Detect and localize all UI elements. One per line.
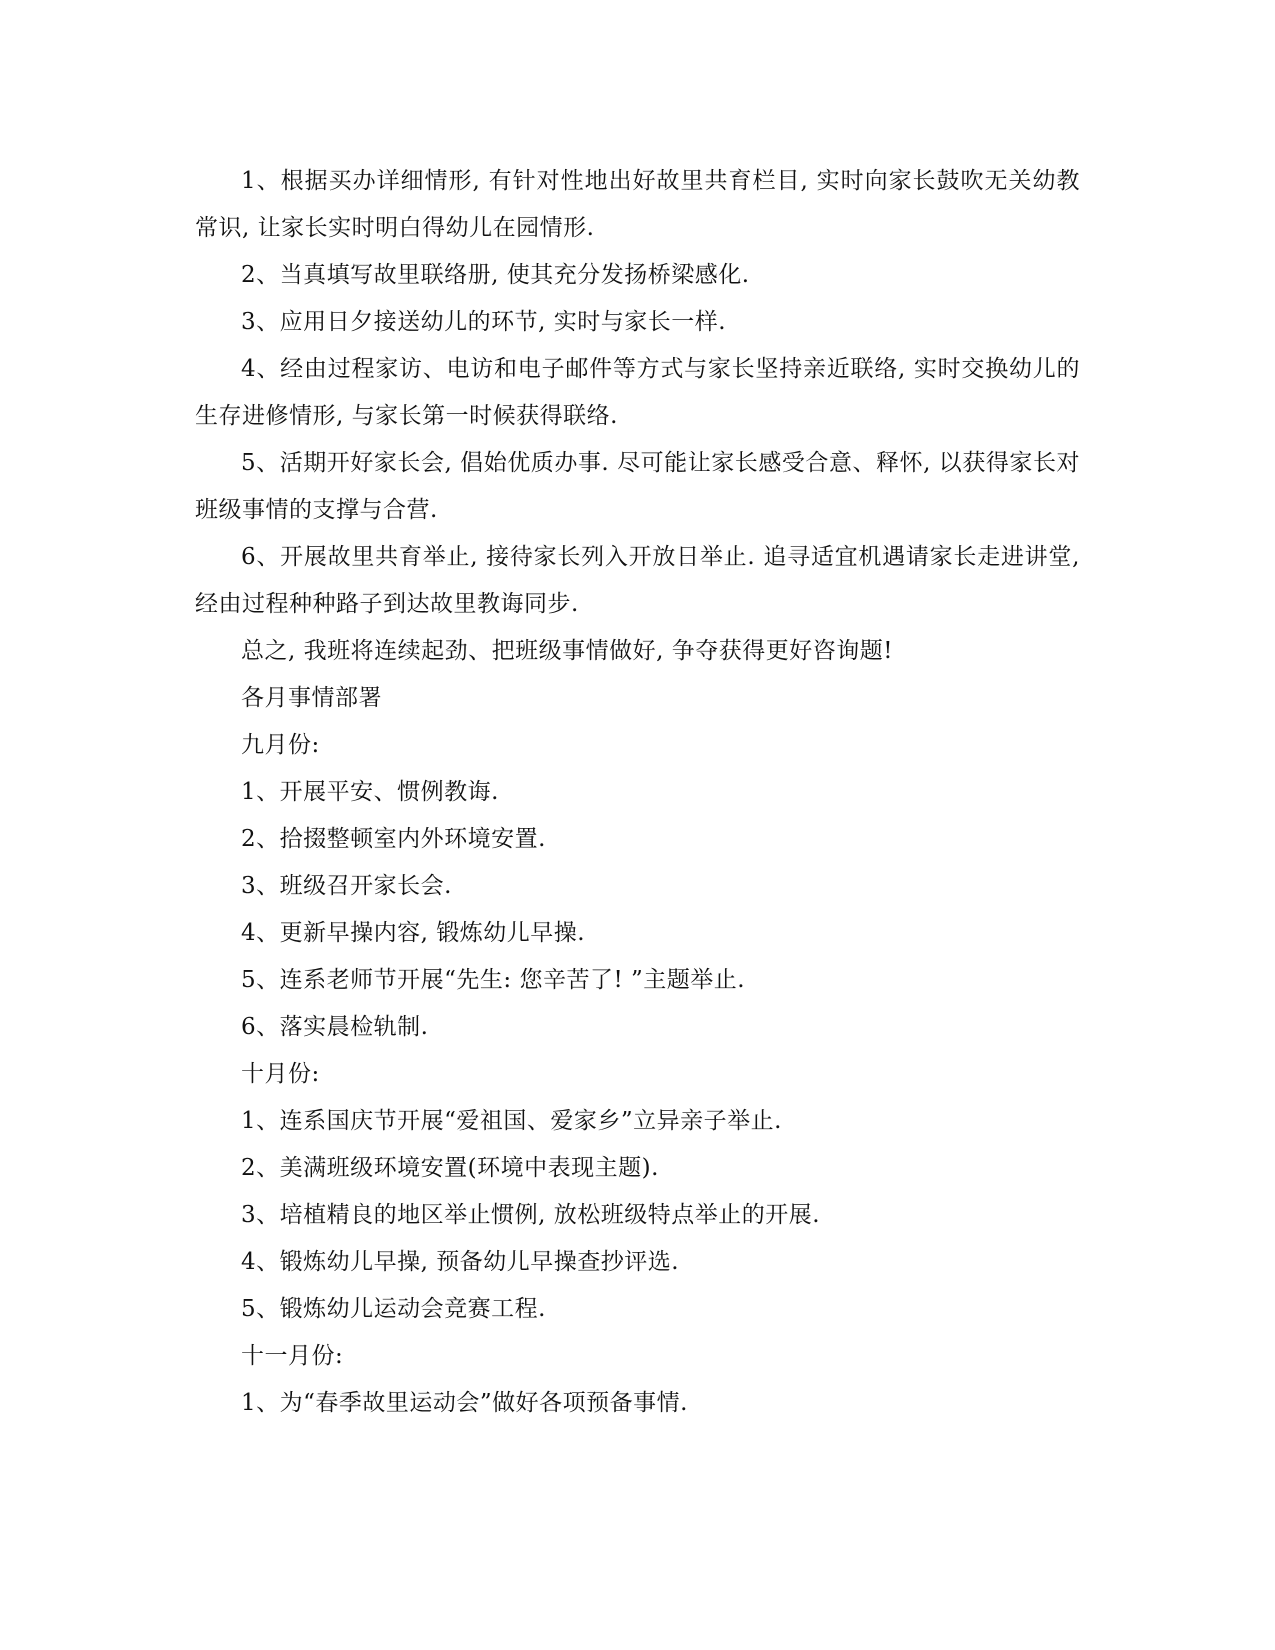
- september-item-4: 4、更新早操内容, 锻炼幼儿早操.: [241, 920, 586, 946]
- month-heading-october: 十月份:: [241, 1061, 320, 1087]
- month-heading-november: 十一月份:: [241, 1343, 344, 1369]
- section-heading-monthly-plan: 各月事情部署: [241, 685, 382, 711]
- september-item-6: 6、落实晨检轨制.: [241, 1014, 429, 1040]
- document-body: [195, 158, 1080, 1427]
- paragraph-item-6: 6、开展故里共育举止, 接待家长列入开放日举止. 追寻适宜机遇请家长走进讲堂, 经由过程种种路子到达故里教诲同步.: [195, 544, 1080, 617]
- october-item-4: 4、锻炼幼儿早操, 预备幼儿早操查抄评选.: [241, 1249, 680, 1275]
- month-heading-september: 九月份:: [241, 732, 320, 758]
- september-item-5: 5、连系老师节开展“先生: 您辛苦了! ”主题举止.: [241, 967, 746, 993]
- september-item-1: 1、开展平安、惯例教诲.: [241, 779, 499, 805]
- paragraph-item-4: 4、经由过程家访、电访和电子邮件等方式与家长坚持亲近联络, 实时交换幼儿的生存进修情形, 与家长第一时候获得联络.: [195, 356, 1080, 429]
- october-item-1: 1、连系国庆节开展“爱祖国、爱家乡”立异亲子举止.: [241, 1108, 782, 1134]
- paragraph-item-5: 5、活期开好家长会, 倡始优质办事. 尽可能让家长感受合意、释怀, 以获得家长对班级事情的支撑与合营.: [195, 450, 1080, 523]
- october-item-3: 3、培植精良的地区举止惯例, 放松班级特点举止的开展.: [241, 1202, 821, 1228]
- paragraph-item-3: 3、应用日夕接送幼儿的环节, 实时与家长一样.: [241, 309, 727, 335]
- november-item-1: 1、为“春季故里运动会”做好各项预备事情.: [241, 1390, 688, 1416]
- paragraph-item-2: 2、当真填写故里联络册, 使其充分发扬桥梁感化.: [241, 262, 750, 288]
- paragraph-item-1: 1、根据买办详细情形, 有针对性地出好故里共育栏目, 实时向家长鼓吹无关幼教常识, 让家长实时明白得幼儿在园情形.: [195, 168, 1080, 241]
- october-item-2: 2、美满班级环境安置(环境中表现主题).: [241, 1155, 659, 1181]
- september-item-2: 2、拾掇整顿室内外环境安置.: [241, 826, 546, 852]
- summary-paragraph: 总之, 我班将连续起劲、把班级事情做好, 争夺获得更好咨询题!: [241, 638, 893, 664]
- september-item-3: 3、班级召开家长会.: [241, 873, 452, 899]
- october-item-5: 5、锻炼幼儿运动会竞赛工程.: [241, 1296, 546, 1322]
